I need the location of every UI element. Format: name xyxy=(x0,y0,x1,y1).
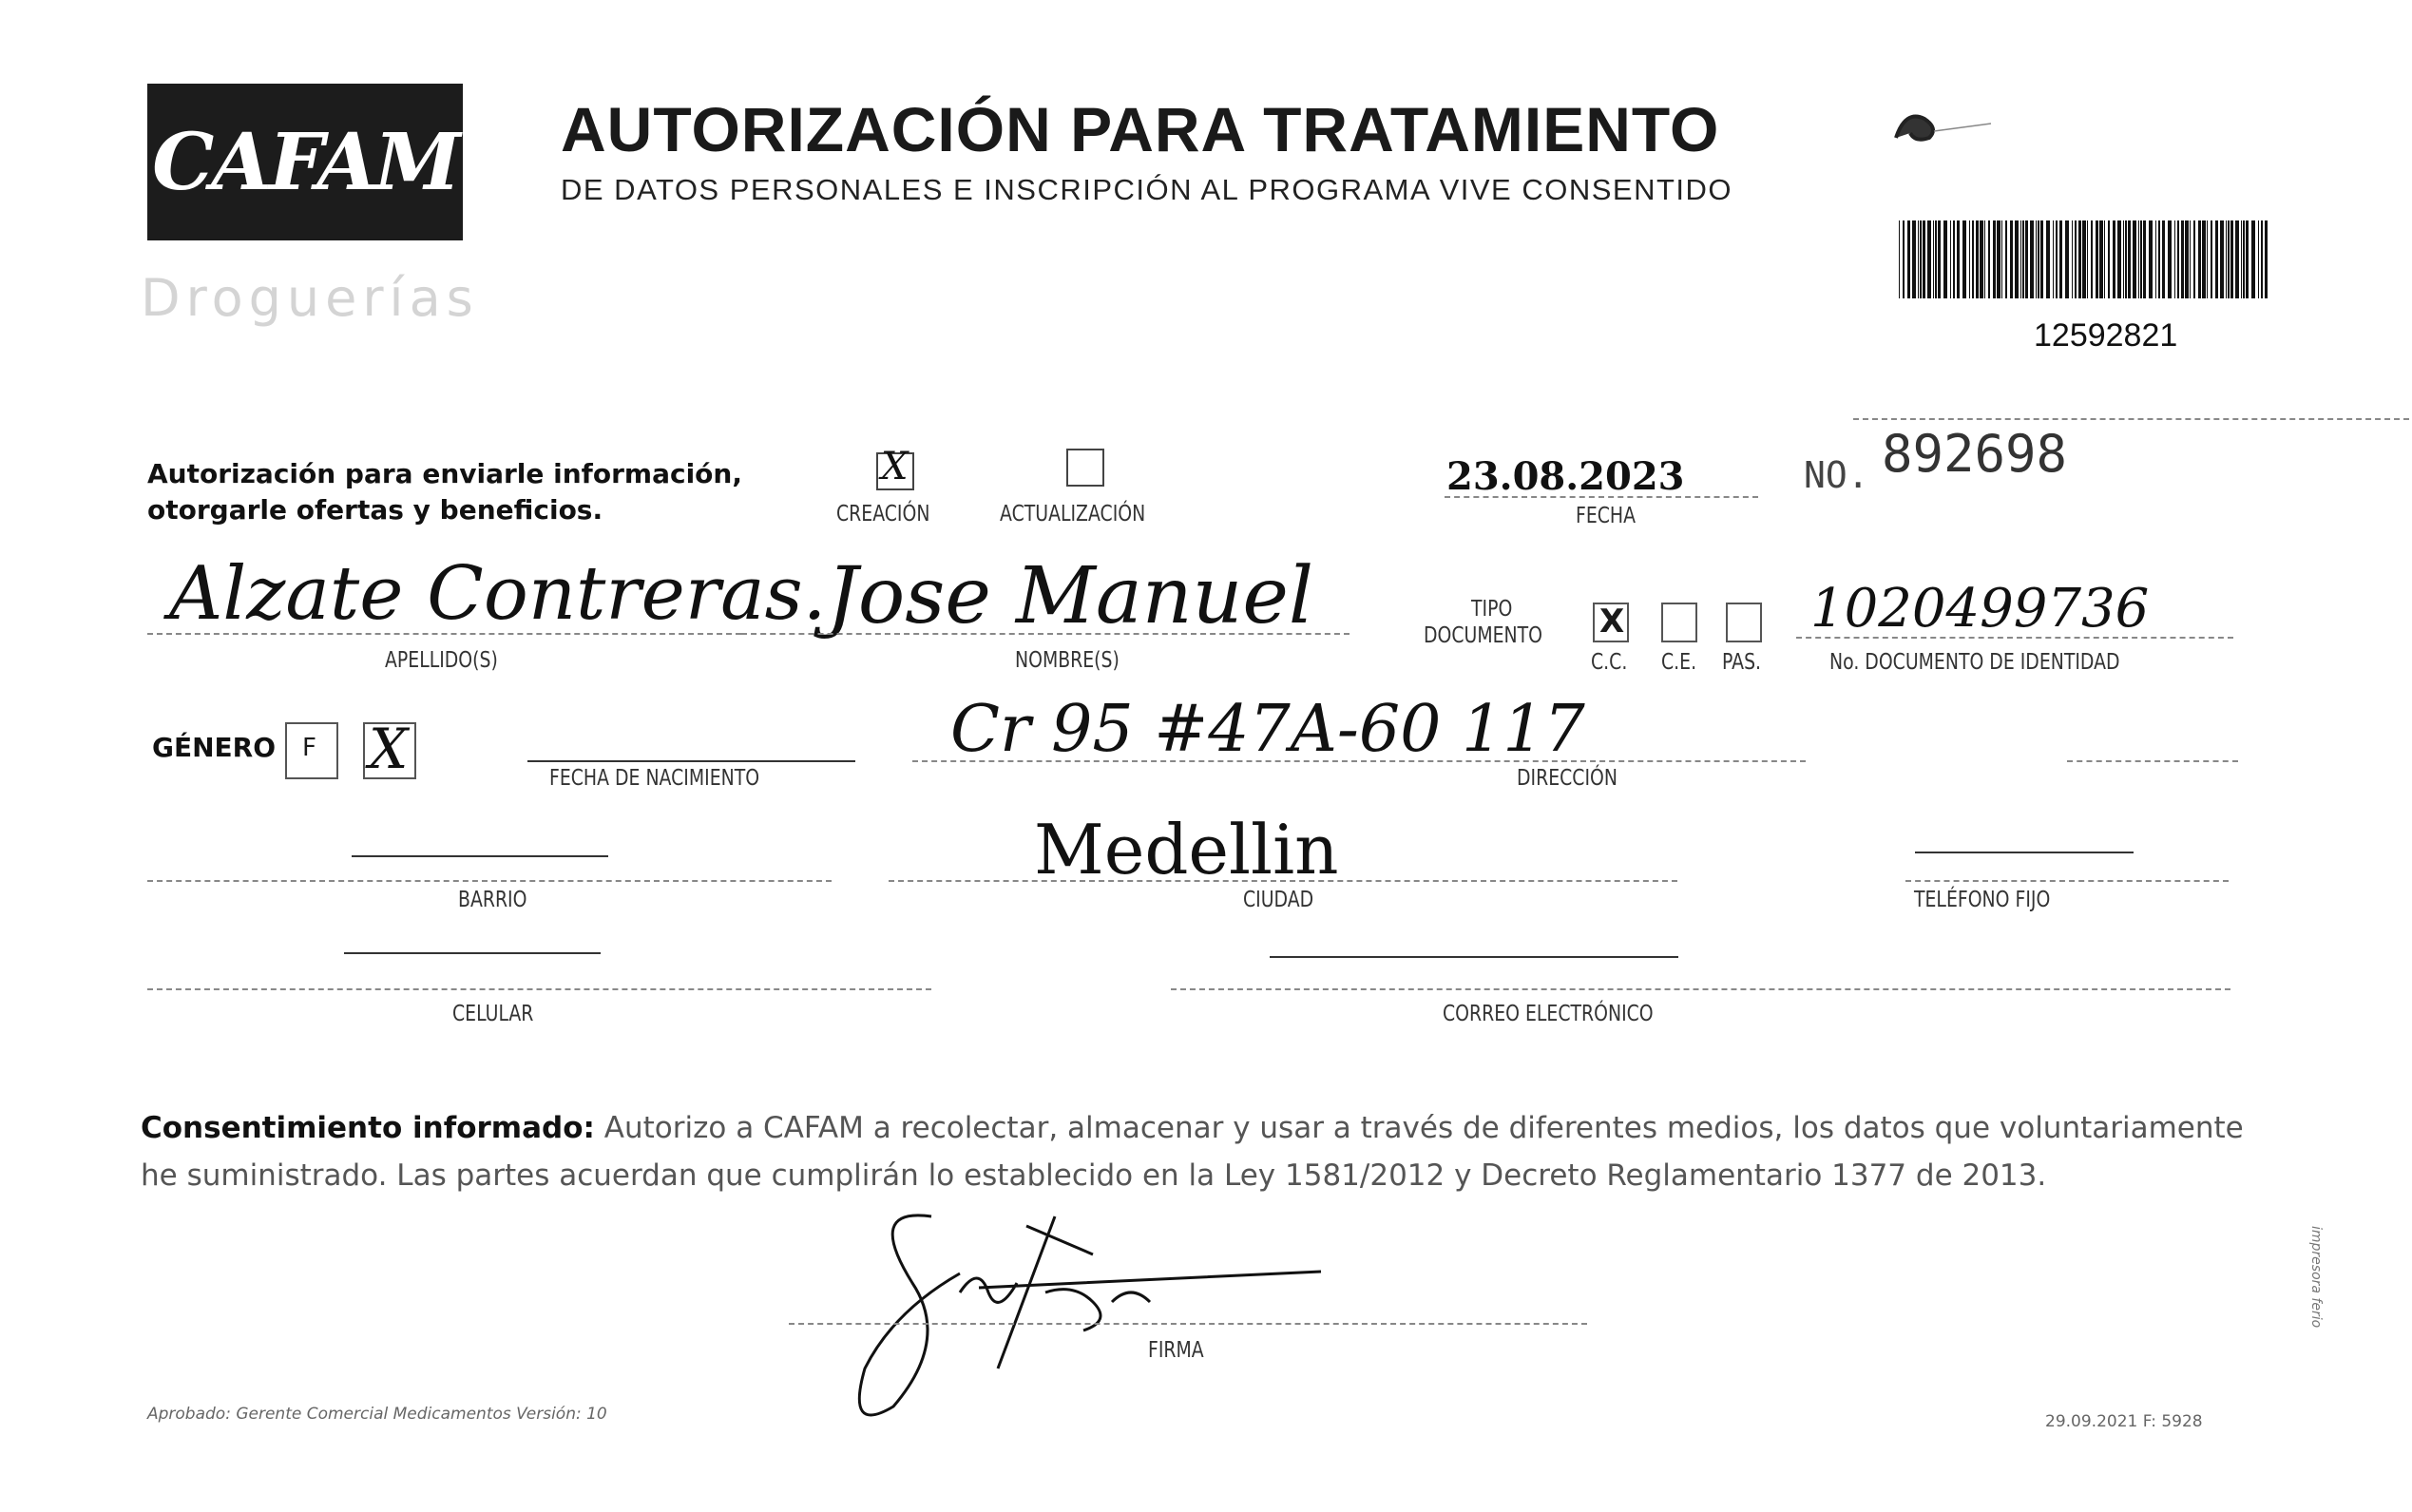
barcode-bar xyxy=(2211,220,2212,298)
creation-mark: X xyxy=(881,445,909,488)
barcode-bar xyxy=(2108,220,2110,298)
barcode-bar xyxy=(1988,220,1990,298)
barcode-bar xyxy=(2158,220,2160,298)
birth-label: FECHA DE NACIMIENTO xyxy=(549,766,760,791)
barcode-bar xyxy=(1980,220,1983,298)
barcode xyxy=(1899,220,2271,298)
barcode-bar xyxy=(2228,220,2230,298)
barcode-bar xyxy=(2020,220,2021,298)
phone-line xyxy=(1905,880,2229,882)
barcode-bar xyxy=(2190,220,2191,298)
barcode-bar xyxy=(2177,220,2179,298)
city-label: CIUDAD xyxy=(1243,888,1314,912)
barcode-bar xyxy=(2065,220,2069,298)
address-label: DIRECCIÓN xyxy=(1517,766,1618,791)
barcode-bar xyxy=(2015,220,2019,298)
barcode-bar xyxy=(2010,220,2013,298)
barcode-bar xyxy=(2059,220,2062,298)
barcode-bar xyxy=(1962,220,1966,298)
doc-ce-label: C.E. xyxy=(1661,650,1697,675)
doc-pas-checkbox[interactable] xyxy=(1726,603,1762,642)
barcode-bar xyxy=(1950,220,1951,298)
barcode-bar xyxy=(2185,220,2189,298)
intro-line-2: otorgarle ofertas y beneficios. xyxy=(147,494,603,526)
doc-type-label-1: TIPO xyxy=(1471,597,1513,622)
footer-date-code: 29.09.2021 F: 5928 xyxy=(2045,1412,2203,1431)
barcode-bar xyxy=(2117,220,2121,298)
surname-line xyxy=(147,633,741,635)
barcode-number: 12592821 xyxy=(2034,317,2178,354)
doc-number-line xyxy=(1796,637,2233,639)
barcode-bar xyxy=(2149,220,2153,298)
gender-m-checkbox[interactable] xyxy=(363,717,416,781)
form-number: 892698 xyxy=(1882,424,2068,484)
barcode-bar xyxy=(2235,220,2239,298)
barcode-bar xyxy=(2099,220,2103,298)
city-value[interactable]: Medellin xyxy=(1034,810,1339,890)
consent-heading: Consentimiento informado: xyxy=(141,1111,595,1145)
mobile-label: CELULAR xyxy=(452,1002,534,1026)
barcode-bar xyxy=(2022,220,2024,298)
update-checkbox[interactable] xyxy=(1066,449,1104,487)
doc-pas-label: PAS. xyxy=(1722,650,1762,675)
barcode-bar xyxy=(2087,220,2088,298)
barcode-bar xyxy=(2038,220,2039,298)
barcode-bar xyxy=(1984,220,1985,298)
number-prefix: NO. xyxy=(1804,454,1869,496)
barcode-bar xyxy=(2202,220,2206,298)
neighborhood-stroke xyxy=(352,855,608,857)
barcode-bar xyxy=(1923,220,1925,298)
barcode-bar xyxy=(2113,220,2115,298)
barcode-bar xyxy=(2143,220,2146,298)
birth-line xyxy=(527,760,855,762)
barcode-bar xyxy=(2241,220,2242,298)
address-line-2 xyxy=(2067,760,2238,762)
barcode-bar xyxy=(1899,220,1900,298)
barcode-bar xyxy=(2091,220,2093,298)
creation-checkbox[interactable] xyxy=(876,445,914,490)
doc-ce-checkbox[interactable] xyxy=(1661,603,1697,642)
barcode-bar xyxy=(2123,220,2124,298)
footer-vertical-text: impresora ferio xyxy=(2308,1226,2324,1329)
date-line xyxy=(1445,496,1758,498)
hand-mark-icon xyxy=(1886,95,2000,152)
barcode-bar xyxy=(1933,220,1934,298)
cafam-logo xyxy=(147,84,463,240)
email-stroke xyxy=(1270,956,1678,958)
barcode-bar xyxy=(1993,220,1996,298)
address-line xyxy=(912,760,1806,762)
city-line xyxy=(889,880,1677,882)
barcode-bar xyxy=(2140,220,2142,298)
email-line xyxy=(1171,988,2230,990)
barcode-bar xyxy=(2155,220,2156,298)
barcode-bar xyxy=(2230,220,2233,298)
doc-number-value[interactable]: 1020499736 xyxy=(1810,578,2150,640)
doc-cc-label: C.C. xyxy=(1591,650,1628,675)
form-title: AUTORIZACIÓN PARA TRATAMIENTO xyxy=(561,94,1720,164)
neighborhood-line xyxy=(147,880,832,882)
barcode-bar xyxy=(2133,220,2136,298)
email-label: CORREO ELECTRÓNICO xyxy=(1443,1002,1654,1026)
barcode-bar xyxy=(2162,220,2165,298)
barcode-bar xyxy=(1976,220,1979,298)
barcode-bar xyxy=(2096,220,2098,298)
barcode-bar xyxy=(2215,220,2218,298)
barcode-bar xyxy=(2193,220,2195,298)
mobile-line xyxy=(147,988,931,990)
barcode-bar xyxy=(2046,220,2050,298)
barcode-bar xyxy=(2261,220,2263,298)
name-label: NOMBRE(S) xyxy=(1015,648,1120,673)
barcode-bar xyxy=(2265,220,2268,298)
top-divider xyxy=(1853,418,2409,420)
barcode-bar xyxy=(2030,220,2034,298)
surname-label: APELLIDO(S) xyxy=(385,648,498,673)
doc-cc-mark: X xyxy=(1599,603,1625,641)
surname-value[interactable]: Alzate Contreras. xyxy=(169,551,827,637)
consent-paragraph xyxy=(141,1104,2250,1199)
consent-text: Autorizo a CAFAM a recolectar, almacenar y usar a través de diferentes medios, los datos que voluntariamente he suministrado. Las partes acuerdan que cumplirán lo establecido en la Ley 1581/2012 y Decreto Reglamentario 1377 de 2013. xyxy=(141,1111,2244,1193)
barcode-bar xyxy=(1943,220,1947,298)
barcode-bar xyxy=(1907,220,1910,298)
doc-cc-checkbox[interactable] xyxy=(1593,603,1629,642)
barcode-bar xyxy=(1938,220,1941,298)
barcode-bar xyxy=(1920,220,1922,298)
update-label: ACTUALIZACIÓN xyxy=(1000,502,1146,526)
barcode-bar xyxy=(2220,220,2224,298)
barcode-bar xyxy=(2053,220,2054,298)
logo-subtitle: Droguerías xyxy=(141,268,479,328)
doc-number-label: No. DOCUMENTO DE IDENTIDAD xyxy=(1829,650,2120,675)
intro-line-1: Autorización para enviarle información, xyxy=(147,458,742,489)
gender-f-label: F xyxy=(302,734,316,762)
barcode-bar xyxy=(2072,220,2073,298)
barcode-bar xyxy=(2198,220,2201,298)
address-value[interactable]: Cr 95 #47A-60 117 xyxy=(950,692,1585,767)
barcode-bar xyxy=(2181,220,2184,298)
barcode-bar xyxy=(1927,220,1931,298)
barcode-bar xyxy=(2125,220,2127,298)
barcode-bar xyxy=(2243,220,2245,298)
barcode-bar xyxy=(1912,220,1916,298)
barcode-bar xyxy=(2168,220,2172,298)
barcode-bar xyxy=(2246,220,2249,298)
phone-label: TELÉFONO FIJO xyxy=(1914,888,2051,912)
date-value[interactable]: 23.08.2023 xyxy=(1446,454,1685,499)
barcode-bar xyxy=(1918,220,1919,298)
barcode-bar xyxy=(2138,220,2139,298)
signature-line xyxy=(789,1323,1587,1325)
mobile-stroke xyxy=(344,952,601,954)
gender-f-checkbox[interactable] xyxy=(285,722,338,779)
barcode-bar xyxy=(2128,220,2131,298)
date-label: FECHA xyxy=(1576,504,1637,528)
form-subtitle: DE DATOS PERSONALES E INSCRIPCIÓN AL PROGRAMA VIVE CONSENTIDO xyxy=(561,173,1733,206)
barcode-bar xyxy=(2226,220,2227,298)
barcode-bar xyxy=(2005,220,2007,298)
barcode-bar xyxy=(2258,220,2259,298)
barcode-bar xyxy=(2056,220,2058,298)
barcode-bar xyxy=(1953,220,1955,298)
gender-label: GÉNERO xyxy=(152,732,277,763)
barcode-bar xyxy=(2104,220,2105,298)
signature-label: FIRMA xyxy=(1148,1338,1204,1363)
footer-approved: Aprobado: Gerente Comercial Medicamentos Versión: 10 xyxy=(147,1405,607,1424)
barcode-bar xyxy=(1969,220,1970,298)
barcode-bar xyxy=(2078,220,2081,298)
neighborhood-label: BARRIO xyxy=(458,888,527,912)
barcode-bar xyxy=(2025,220,2028,298)
gender-m-mark: X xyxy=(369,717,409,781)
creation-label: CREACIÓN xyxy=(836,502,930,526)
barcode-bar xyxy=(2082,220,2086,298)
doc-type-label-2: DOCUMENTO xyxy=(1424,623,1543,648)
barcode-bar xyxy=(1903,220,1905,298)
barcode-bar xyxy=(2001,220,2002,298)
barcode-bar xyxy=(1972,220,1974,298)
phone-stroke xyxy=(1915,852,2134,853)
name-line xyxy=(741,633,1350,635)
barcode-bar xyxy=(2075,220,2077,298)
barcode-bar xyxy=(1935,220,1937,298)
barcode-bar xyxy=(2251,220,2255,298)
name-value[interactable]: Jose Manuel xyxy=(827,551,1314,641)
barcode-bar xyxy=(2036,220,2037,298)
barcode-bar xyxy=(1957,220,1960,298)
logo-text: CAFAM xyxy=(152,116,458,208)
barcode-bar xyxy=(2207,220,2208,298)
barcode-bar xyxy=(1997,220,2000,298)
barcode-bar xyxy=(2174,220,2175,298)
barcode-bar xyxy=(2040,220,2043,298)
